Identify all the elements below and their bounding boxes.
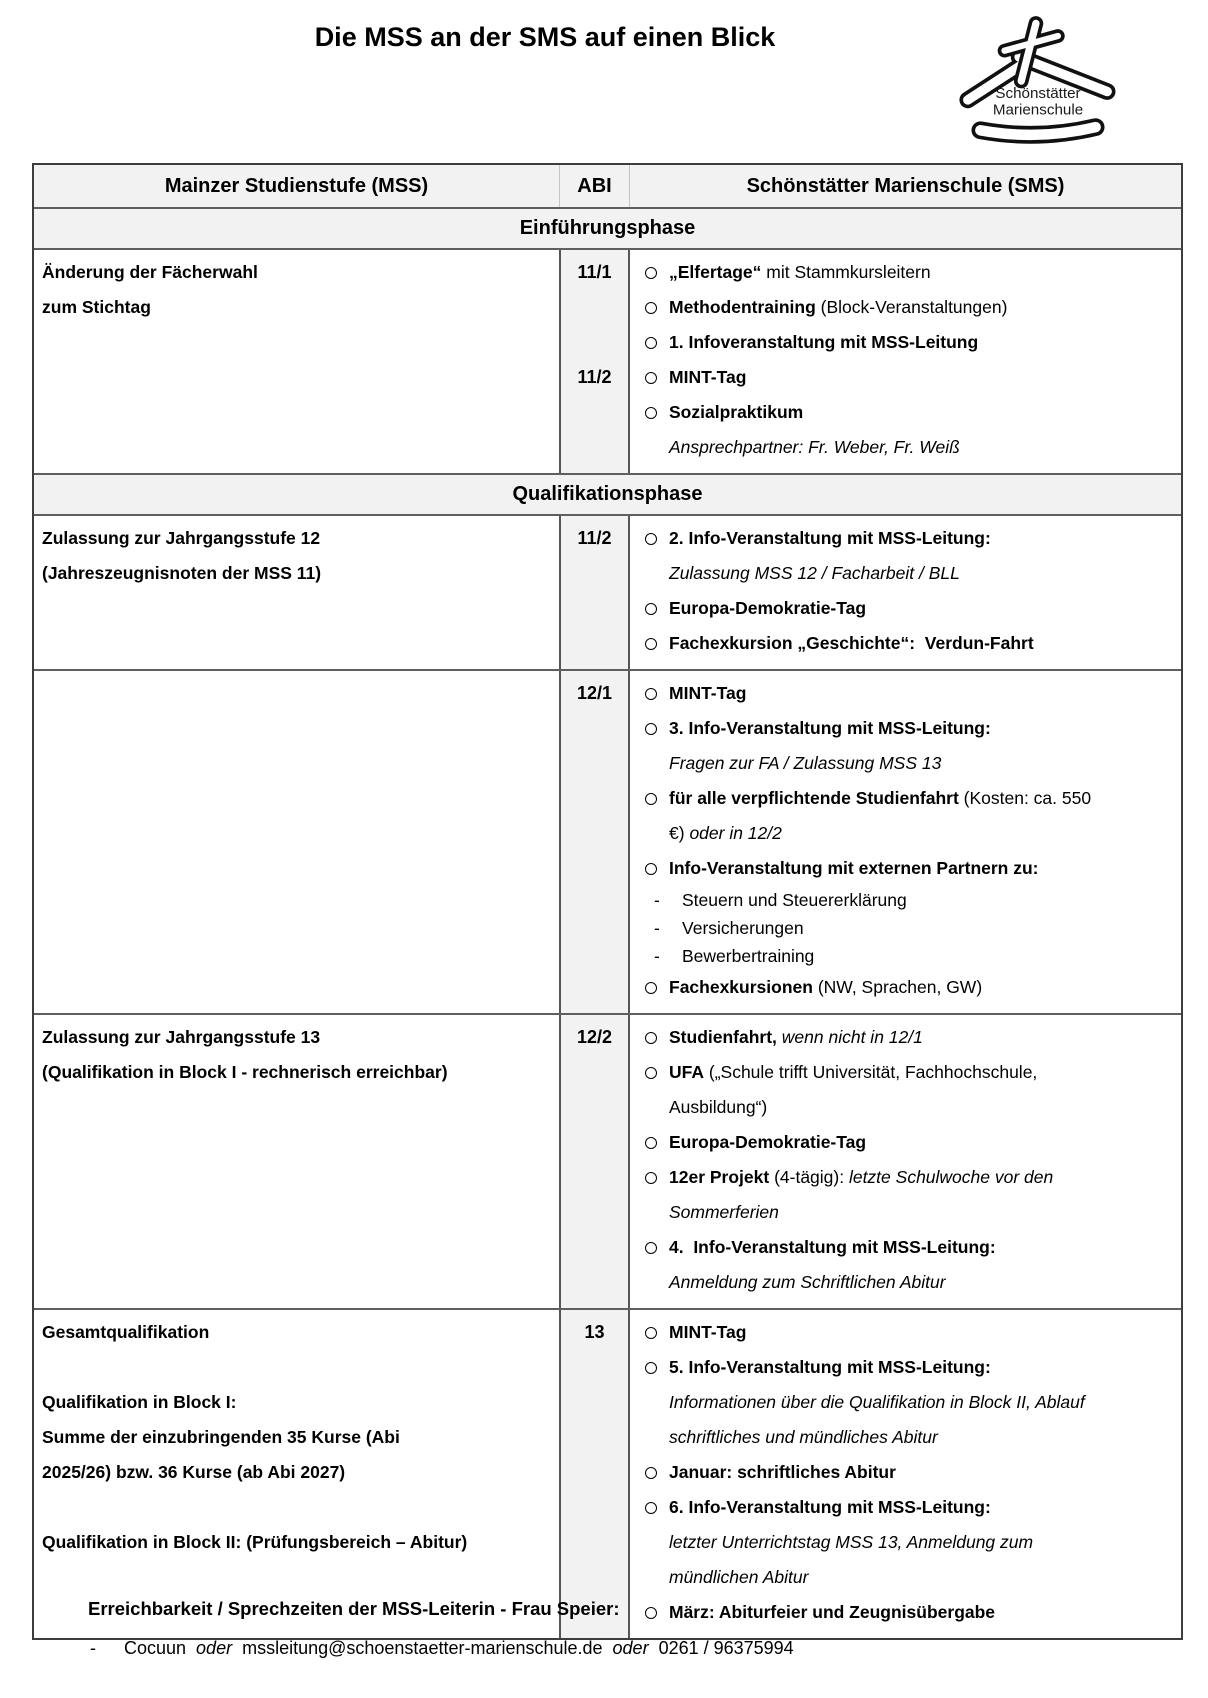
item-text [669,1490,991,1525]
circle-bullet-icon [645,1020,669,1044]
text-segment: oder [196,1638,233,1658]
school-logo-icon [958,14,1118,146]
text-segment: oder [612,1638,649,1658]
item-text [669,1350,991,1385]
circle-bullet-icon [645,676,669,700]
item-text [669,1020,923,1055]
header-sms: Schönstätter Marienschule (SMS) [746,174,1065,197]
item-text [669,1230,996,1265]
abi-cell [559,671,630,1013]
list-item [630,325,1175,360]
left-line: Summe der einzubringenden 35 Kurse (Abi [42,1427,400,1447]
circle-glyph [645,863,657,875]
list-item [630,1455,1175,1490]
abi-cell [559,516,630,669]
circle-bullet-icon [645,1055,669,1079]
text-segment: 1. Infoveranstaltung mit MSS-Leitung [669,332,979,352]
circle-bullet-icon [645,591,669,615]
circle-glyph [645,533,657,545]
section-title: Qualifikationsphase [512,483,703,505]
list-item [630,290,1175,325]
sms-cell [630,1015,1181,1308]
text-segment: UFA [669,1062,704,1082]
circle-glyph [645,267,657,279]
list-item [630,1160,1175,1230]
list-item [630,970,1175,1005]
list-item [630,676,1175,711]
item-text [669,970,982,1005]
text-segment: letzter Unterrichtstag MSS 13, Anmeldung zum [669,1532,1034,1552]
header-mss: Mainzer Studienstufe (MSS) [164,174,429,197]
item-text [682,886,907,914]
circle-bullet-icon [645,781,669,805]
text-segment: Europa-Demokratie-Tag [669,1132,867,1152]
list-item [669,746,1175,781]
text-segment: Europa-Demokratie-Tag [669,598,867,618]
circle-bullet-icon [645,395,669,419]
circle-glyph [645,603,657,615]
left-line: Zulassung zur Jahrgangsstufe 12 [42,528,321,548]
text-segment: (NW, Sprachen, GW) [812,977,983,997]
sms-cell [630,250,1181,473]
list-item [630,886,1175,914]
list-item [630,521,1175,556]
item-text [669,781,1091,851]
list-item [630,1055,1175,1125]
section-header-row [34,207,1181,248]
item-text [669,290,1007,325]
abi-value: 11/2 [577,367,612,387]
list-item [630,591,1175,626]
item-text [682,942,814,970]
list-item [630,914,1175,942]
text-segment: 6. Info-Veranstaltung mit MSS-Leitung: [669,1497,991,1517]
text-segment: schriftliches und mündliches Abitur [669,1427,938,1447]
text-segment: wenn nicht in 12/1 [776,1027,923,1047]
text-segment: letzte Schulwoche vor den [848,1167,1054,1187]
sms-cell [630,516,1181,669]
table-header-row [34,165,1181,207]
logo-text-line2: Marienschule [992,101,1084,119]
list-item [669,1265,1175,1300]
circle-glyph [645,1172,657,1184]
circle-glyph [645,1032,657,1044]
left-line: Gesamtqualifikation [42,1322,210,1342]
circle-glyph [645,982,657,994]
list-item [630,1490,1175,1525]
header-abi: ABI [559,165,630,207]
table-row [34,669,1181,1013]
circle-bullet-icon [645,360,669,384]
abi-value: 12/2 [576,1027,613,1047]
dash-bullet-icon: - [654,946,660,966]
text-segment: Informationen über die Qualifikation in Block II, Ablauf [669,1392,1085,1412]
item-text [669,626,1034,661]
text-segment: 12er Projekt [669,1167,770,1187]
item-text [669,1265,946,1300]
list-item [630,626,1175,661]
abi-value: 13 [584,1322,605,1342]
table-row [34,1013,1181,1308]
text-segment: Fachexkursion „Geschichte“: Verdun-Fahrt [669,633,1034,653]
circle-glyph [645,723,657,735]
text-segment: 3. Info-Veranstaltung mit MSS-Leitung: [669,718,991,738]
circle-glyph [645,302,657,314]
contact-heading: Erreichbarkeit / Sprechzeiten der MSS-Leiterin - Frau Speier: [88,1598,620,1619]
left-line: (Qualifikation in Block I - rechnerisch erreichbar) [42,1062,448,1082]
list-item [669,430,1175,465]
circle-bullet-icon [645,1125,669,1149]
list-item [630,1350,1175,1385]
contact-line [88,1638,1168,1659]
item-text [669,1385,1085,1455]
text-segment: Sozialpraktikum [669,402,804,422]
item-text [669,521,991,556]
mss-cell [34,671,559,1013]
text-segment: Ansprechpartner: Fr. Weber, Fr. Weiß [669,437,960,457]
text-segment: MINT-Tag [669,367,747,387]
circle-bullet-icon [645,1315,669,1339]
abi-value: 11/2 [577,528,612,548]
table-row [34,248,1181,473]
list-item [630,851,1175,886]
list-item [630,942,1175,970]
text-segment: mündlichen Abitur [669,1567,809,1587]
list-item [630,1230,1175,1265]
item-text [682,914,804,942]
left-line [42,1490,549,1525]
text-segment: Ausbildung“) [669,1097,768,1117]
list-item [630,360,1175,395]
circle-bullet-icon [645,255,669,279]
circle-glyph [645,1137,657,1149]
list-item [630,1020,1175,1055]
circle-glyph [645,407,657,419]
abi-value: 12/1 [576,683,613,703]
dash-bullet-icon: - [90,1638,96,1658]
text-segment: Januar: schriftliches Abitur [669,1462,896,1482]
circle-bullet-icon [645,521,669,545]
text-segment: mit Stammkursleitern [761,262,931,282]
circle-glyph [645,1067,657,1079]
item-text [669,556,960,591]
circle-bullet-icon [645,970,669,994]
circle-bullet-icon [645,711,669,735]
left-line: Qualifikation in Block II: (Prüfungsbereich – Abitur) [42,1532,468,1552]
circle-glyph [645,337,657,349]
text-segment: 2. Info-Veranstaltung mit MSS-Leitung: [669,528,991,548]
text-segment: Fragen zur FA / Zulassung MSS 13 [669,753,942,773]
circle-glyph [645,1242,657,1254]
item-text [669,591,866,626]
text-segment: Zulassung MSS 12 / Facharbeit / BLL [669,563,960,583]
text-segment: Info-Veranstaltung mit externen Partnern zu: [669,858,1039,878]
list-item [630,255,1175,290]
circle-bullet-icon [645,1455,669,1479]
circle-bullet-icon [645,851,669,875]
text-segment: 5. Info-Veranstaltung mit MSS-Leitung: [669,1357,991,1377]
mss-cell [34,1310,559,1638]
text-segment: Fachexkursionen [669,977,813,997]
circle-bullet-icon [645,290,669,314]
item-text [669,1315,746,1350]
overview-table [32,163,1183,1640]
list-item [630,1315,1175,1350]
text-segment: März: Abiturfeier und Zeugnisübergabe [669,1602,996,1622]
mss-cell [34,1015,559,1308]
circle-glyph [645,793,657,805]
text-segment: Steuern und Steuererklärung [682,890,907,910]
item-text [669,1160,1053,1230]
text-segment: MINT-Tag [669,683,747,703]
left-line: zum Stichtag [42,297,151,317]
item-text [669,711,991,746]
circle-glyph [645,372,657,384]
circle-glyph [645,638,657,650]
text-segment: Anmeldung zum Schriftlichen Abitur [669,1272,946,1292]
item-text [669,1125,866,1160]
item-text [669,395,803,430]
item-text [669,325,978,360]
item-text [669,1055,1037,1125]
table-row [34,514,1181,669]
text-segment: (Kosten: ca. 550 [963,788,1092,808]
circle-bullet-icon [645,1490,669,1514]
text-segment: Versicherungen [682,918,804,938]
table-body [34,207,1181,1638]
page-title: Die MSS an der SMS auf einen Blick [314,22,776,52]
abi-value: 11/1 [577,262,612,282]
section-title: Einführungsphase [519,217,696,239]
text-segment: Methodentraining [669,297,816,317]
circle-glyph [645,1502,657,1514]
circle-glyph [645,1327,657,1339]
left-line: 2025/26) bzw. 36 Kurse (ab Abi 2027) [42,1462,346,1482]
abi-cell [559,1310,630,1638]
abi-cell [559,1015,630,1308]
text-segment: Cocuun [124,1638,197,1658]
sms-cell [630,671,1181,1013]
list-item [630,1125,1175,1160]
text-segment: Sommerferien [669,1202,779,1222]
circle-glyph [645,688,657,700]
circle-bullet-icon [645,626,669,650]
text-segment: Bewerbertraining [682,946,815,966]
item-text [669,1455,896,1490]
school-logo [958,14,1118,146]
item-text [669,851,1039,886]
left-line: Qualifikation in Block I: [42,1392,237,1412]
circle-bullet-icon [645,1350,669,1374]
dash-bullet-icon: - [654,918,660,938]
item-text [669,360,746,395]
circle-bullet-icon [645,1160,669,1184]
circle-glyph [645,1467,657,1479]
list-item [630,395,1175,430]
text-segment: Studienfahrt, [669,1027,777,1047]
text-segment: (Block-Veranstaltungen) [815,297,1008,317]
circle-glyph [645,1362,657,1374]
text-segment: 4. Info-Veranstaltung mit MSS-Leitung: [669,1237,996,1257]
circle-bullet-icon [645,325,669,349]
item-text [669,255,931,290]
text-segment: „Elfertage“ [669,262,762,282]
text-segment: 0261 / 96375994 [648,1638,794,1658]
list-item [630,781,1175,851]
text-segment: (4-tägig): [769,1167,849,1187]
text-segment: mssleitung@schoenstaetter-marienschule.de [232,1638,613,1658]
circle-bullet-icon [645,1230,669,1254]
item-text [669,430,960,465]
list-item [630,711,1175,746]
text-segment: für alle verpflichtende Studienfahrt [669,788,964,808]
logo-text-line1: Schönstätter [995,84,1081,102]
item-text [669,1525,1033,1595]
mss-cell [34,516,559,669]
table-row [34,1308,1181,1638]
item-text [669,746,941,781]
item-text [669,676,746,711]
contact-text [124,1638,794,1659]
list-item [669,1525,1175,1595]
section-header-row [34,473,1181,514]
dash-bullet-icon: - [654,890,660,910]
left-line: Änderung der Fächerwahl [42,262,258,282]
abi-cell [559,250,630,473]
sms-cell [630,1310,1181,1638]
list-item [669,1385,1175,1455]
list-item [669,556,1175,591]
left-line: Zulassung zur Jahrgangsstufe 13 [42,1027,321,1047]
text-segment: oder in 12/2 [689,823,782,843]
text-segment: („Schule trifft Universität, Fachhochschule, [704,1062,1038,1082]
text-segment: €) [669,823,690,843]
text-segment: MINT-Tag [669,1322,747,1342]
footer [88,1598,1168,1659]
mss-cell [34,250,559,473]
left-line [42,1350,549,1385]
left-line: (Jahreszeugnisnoten der MSS 11) [42,563,322,583]
